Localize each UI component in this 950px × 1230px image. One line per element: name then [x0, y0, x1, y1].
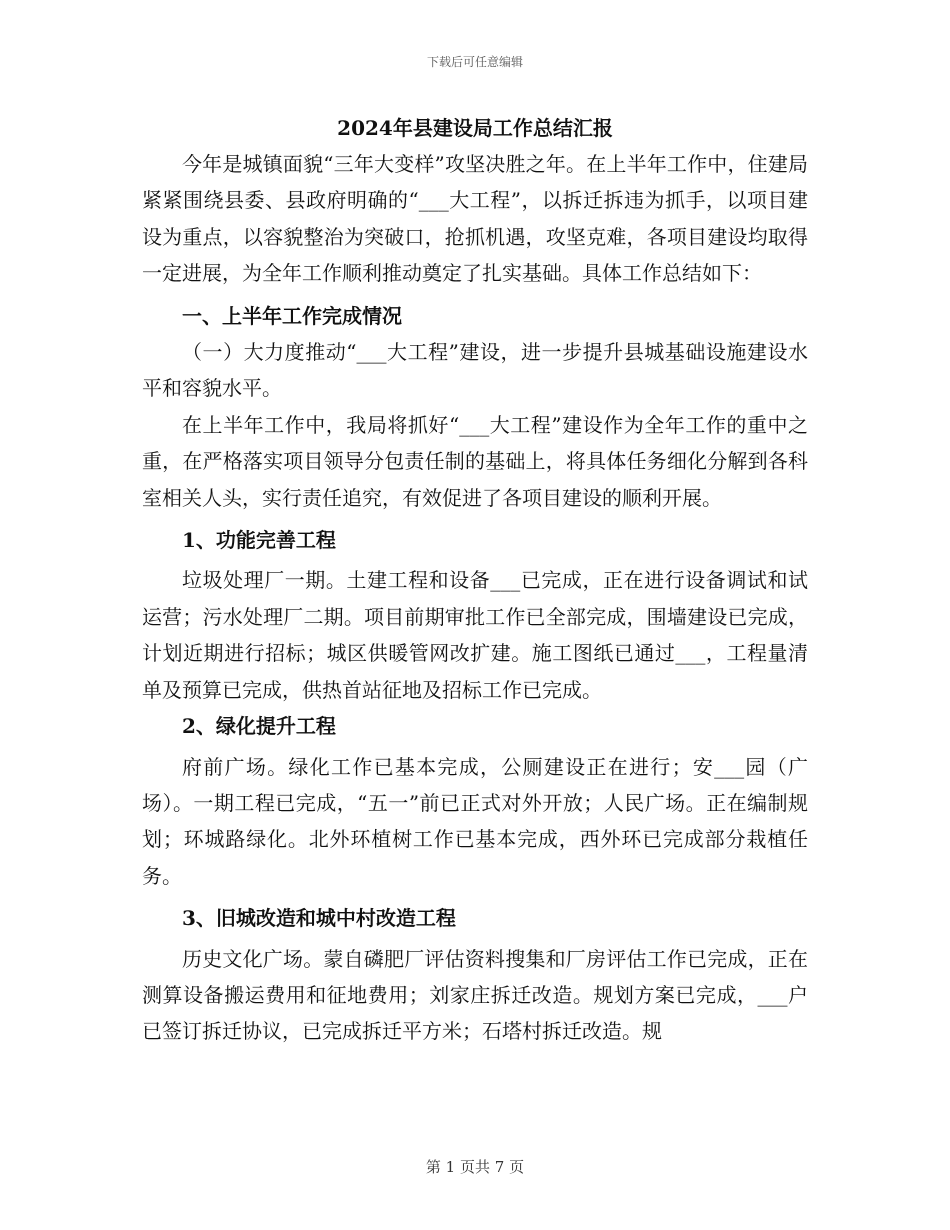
- item-1-paragraph: 垃圾处理厂一期。土建工程和设备___已完成，正在进行设备调试和试运营；污水处理厂二期。项目前期审批工作已全部完成，围墙建设已完成，计划近期进行招标；城区供暖管网改扩建。施工图纸已通过___，工程量清单及预算已完成，供热首站征地及招标工作已完成。: [142, 568, 808, 702]
- document-title: 2024年县建设局工作总结汇报: [337, 116, 613, 140]
- subsection-1-heading: （一）大力度推动“___大工程”建设，进一步提升县城基础设施建设水平和容貌水平。: [142, 340, 808, 401]
- item-1-heading: 1、功能完善工程: [182, 528, 336, 553]
- page-header-note: 下载后可任意编辑: [426, 55, 523, 69]
- intro-paragraph: 今年是城镇面貌“三年大变样”攻坚决胜之年。在上半年工作中，住建局紧紧围绕县委、县政府明确的“___大工程”，以拆迁拆违为抓手，以项目建设为重点，以容貌整治为突破口，抢抓机遇，攻坚克难，各项目建设均取得一定进展，为全年工作顺利推动奠定了扎实基础。具体工作总结如下：: [142, 152, 808, 286]
- item-2-paragraph: 府前广场。绿化工作已基本完成，公厕建设正在进行；安___园（广场）。一期工程已完成，“五一”前已正式对外开放；人民广场。正在编制规划；环城路绿化。北外环植树工作已基本完成，西外环已完成部分栽植任务。: [142, 754, 808, 888]
- item-3-heading: 3、旧城改造和城中村改造工程: [182, 906, 456, 931]
- subsection-1-paragraph: 在上半年工作中，我局将抓好“___大工程”建设作为全年工作的重中之重，在严格落实项目领导分包责任制的基础上，将具体任务细化分解到各科室相关人头，实行责任追究，有效促进了各项目建设的顺利开展。: [142, 412, 808, 510]
- section-1-heading: 一、上半年工作完成情况: [182, 303, 402, 328]
- document-body: [142, 110, 808, 1050]
- page-number-footer: 第 1 页共 7 页: [425, 1158, 525, 1176]
- item-3-paragraph: 历史文化广场。蒙自磷肥厂评估资料搜集和厂房评估工作已完成，正在测算设备搬运费用和征地费用；刘家庄拆迁改造。规划方案已完成，___户已签订拆迁协议，已完成拆迁平方米；石塔村拆迁改造。规: [142, 946, 808, 1044]
- item-2-heading: 2、绿化提升工程: [182, 714, 336, 739]
